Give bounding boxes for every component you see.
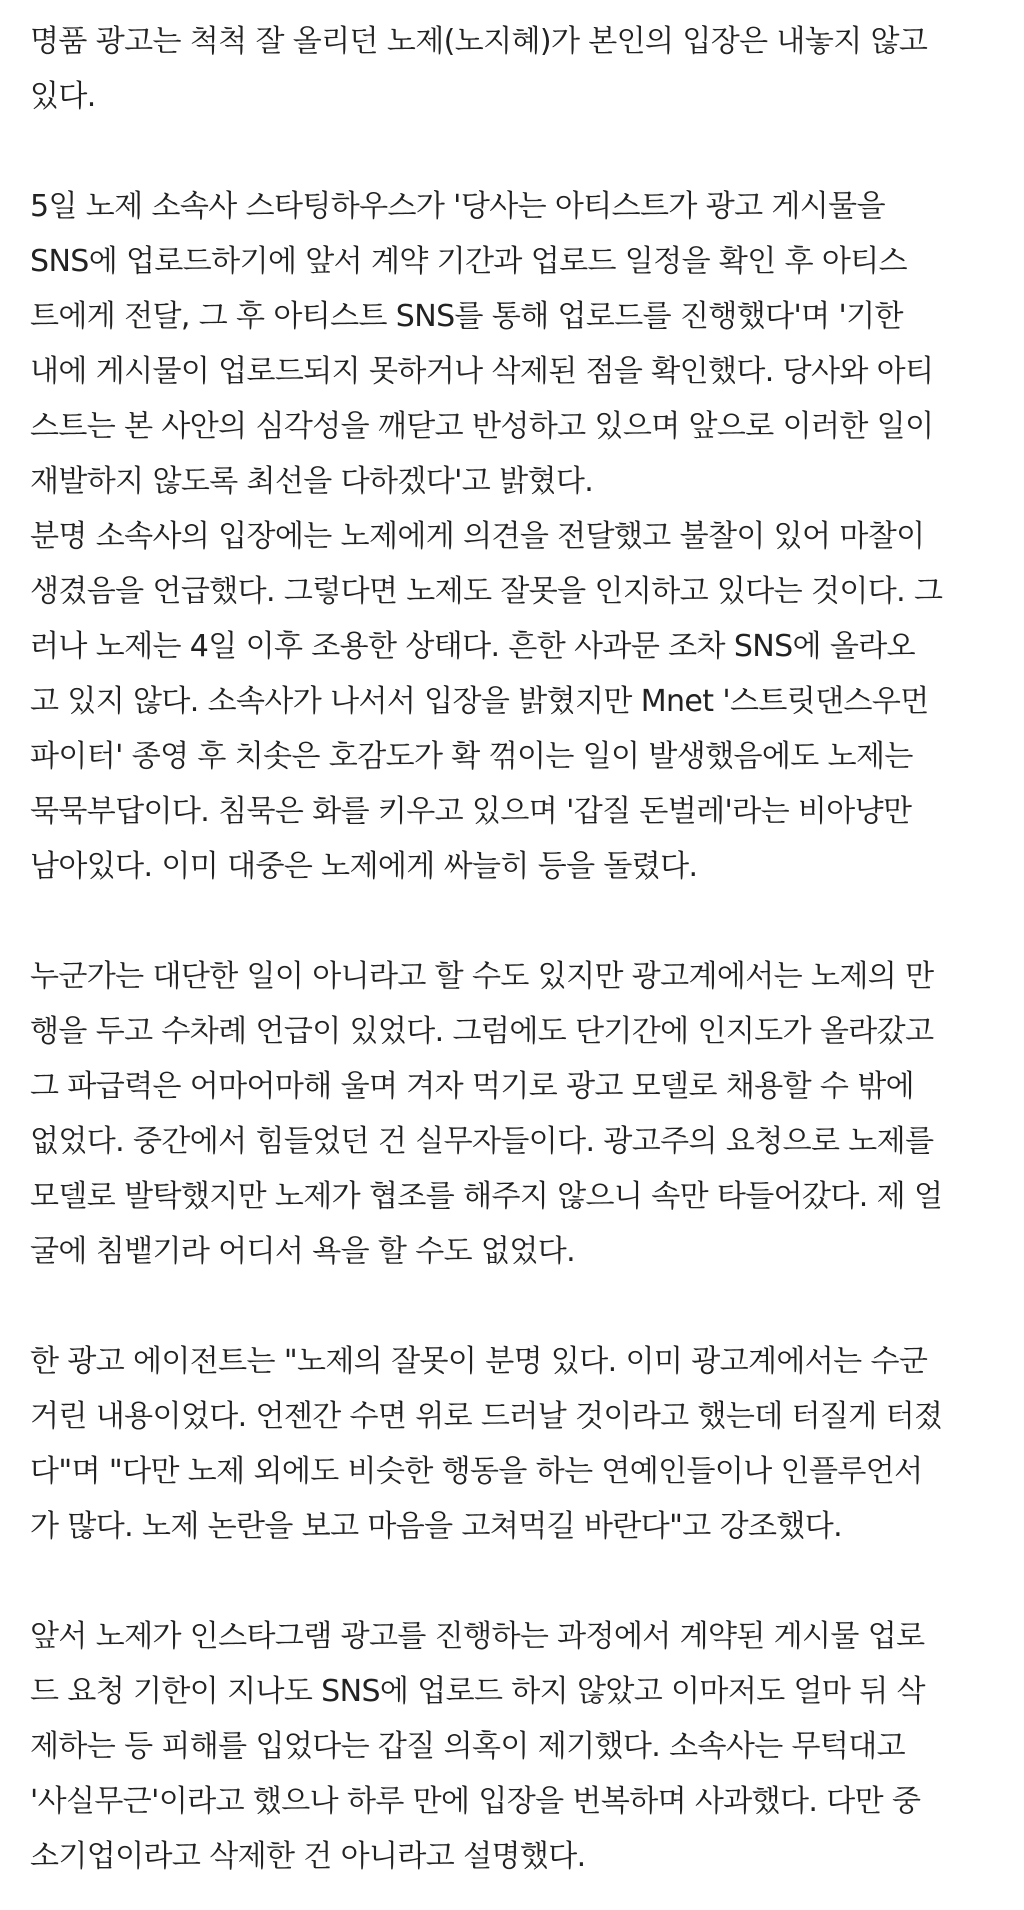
paragraph-3 — [30, 949, 1000, 1279]
text-line: 파이터' 종영 후 치솟은 호감도가 확 꺾이는 일이 발생했음에도 노제는 — [30, 739, 913, 774]
text-line: 트에게 전달, 그 후 아티스트 SNS를 통해 업로드를 진행했다'며 '기한 — [30, 299, 903, 334]
paragraph-gap — [30, 1279, 1000, 1334]
text-line: 스트는 본 사안의 심각성을 깨닫고 반성하고 있으며 앞으로 이러한 일이 — [30, 409, 934, 444]
text-line: 행을 두고 수차례 언급이 있었다. 그럼에도 단기간에 인지도가 올라갔고 — [30, 1014, 934, 1049]
text-line: 그 파급력은 어마어마해 울며 겨자 먹기로 광고 모델로 채용할 수 밖에 — [30, 1069, 915, 1104]
text-line: 거린 내용이었다. 언젠간 수면 위로 드러날 것이라고 했는데 터질게 터졌 — [30, 1399, 943, 1434]
paragraph-5 — [30, 1609, 1000, 1884]
text-line: '사실무근'이라고 했으나 하루 만에 입장을 번복하며 사과했다. 다만 중 — [30, 1784, 921, 1819]
text-line: 재발하지 않도록 최선을 다하겠다'고 밝혔다. — [30, 464, 594, 499]
text-line: 남아있다. 이미 대중은 노제에게 싸늘히 등을 돌렸다. — [30, 849, 698, 884]
text-line: 앞서 노제가 인스타그램 광고를 진행하는 과정에서 계약된 게시물 업로 — [30, 1619, 925, 1654]
text-line: 5일 노제 소속사 스타팅하우스가 '당사는 아티스트가 광고 게시물을 — [30, 189, 885, 224]
paragraph-1 — [30, 14, 1000, 124]
text-line: 굴에 침뱉기라 어디서 욕을 할 수도 없었다. — [30, 1234, 576, 1269]
text-line: 드 요청 기한이 지나도 SNS에 업로드 하지 않았고 이마저도 얼마 뒤 삭 — [30, 1674, 925, 1709]
text-line: 다"며 "다만 노제 외에도 비슷한 행동을 하는 연예인들이나 인플루언서 — [30, 1454, 923, 1489]
paragraph-gap — [30, 894, 1000, 949]
text-line: 명품 광고는 척척 잘 올리던 노제(노지혜)가 본인의 입장은 내놓지 않고 — [30, 24, 928, 59]
text-line: 고 있지 않다. 소속사가 나서서 입장을 밝혔지만 Mnet '스트릿댄스우먼 — [30, 684, 929, 719]
text-line: 한 광고 에이전트는 "노제의 잘못이 분명 있다. 이미 광고계에서는 수군 — [30, 1344, 928, 1379]
text-line: 누군가는 대단한 일이 아니라고 할 수도 있지만 광고계에서는 노제의 만 — [30, 959, 934, 994]
text-line: 내에 게시물이 업로드되지 못하거나 삭제된 점을 확인했다. 당사와 아티 — [30, 354, 934, 389]
text-line: 분명 소속사의 입장에는 노제에게 의견을 전달했고 불찰이 있어 마찰이 — [30, 519, 925, 554]
paragraph-gap — [30, 1554, 1000, 1609]
text-line: 생겼음을 언급했다. 그렇다면 노제도 잘못을 인지하고 있다는 것이다. 그 — [30, 574, 943, 609]
text-line: 러나 노제는 4일 이후 조용한 상태다. 흔한 사과문 조차 SNS에 올라오 — [30, 629, 916, 664]
text-line: 없었다. 중간에서 힘들었던 건 실무자들이다. 광고주의 요청으로 노제를 — [30, 1124, 934, 1159]
text-line: 묵묵부답이다. 침묵은 화를 키우고 있으며 '갑질 돈벌레'라는 비아냥만 — [30, 794, 912, 829]
text-line: 모델로 발탁했지만 노제가 협조를 해주지 않으니 속만 타들어갔다. 제 얼 — [30, 1179, 943, 1214]
paragraph-2 — [30, 179, 1000, 894]
text-line: 가 많다. 노제 논란을 보고 마음을 고쳐먹길 바란다"고 강조했다. — [30, 1509, 843, 1544]
text-line: SNS에 업로드하기에 앞서 계약 기간과 업로드 일정을 확인 후 아티스 — [30, 244, 908, 279]
text-line: 제하는 등 피해를 입었다는 갑질 의혹이 제기했다. 소속사는 무턱대고 — [30, 1729, 906, 1764]
text-line: 있다. — [30, 79, 96, 114]
text-line: 소기업이라고 삭제한 건 아니라고 설명했다. — [30, 1839, 586, 1874]
paragraph-4 — [30, 1334, 1000, 1554]
paragraph-gap — [30, 124, 1000, 179]
